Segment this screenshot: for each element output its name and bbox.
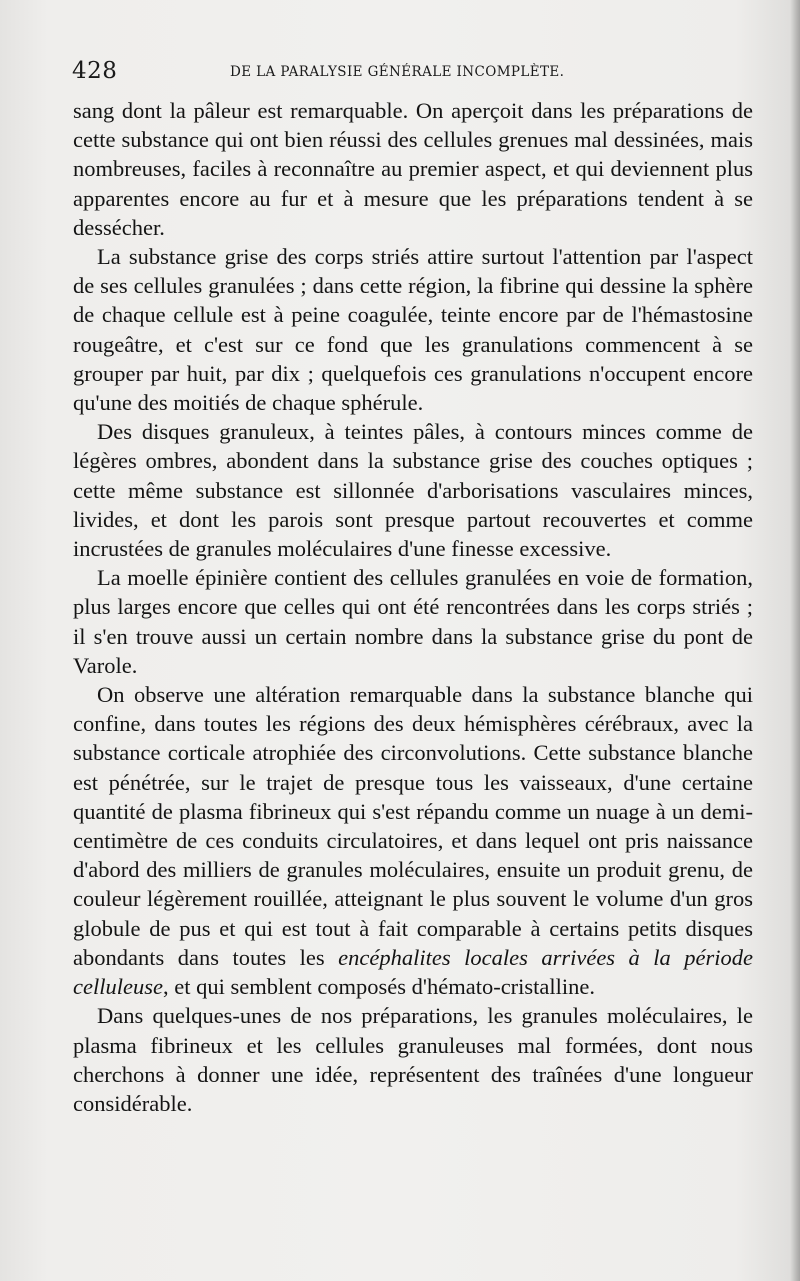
paragraph-6: Dans quelques-unes de nos préparations, les granules moléculaires, le plasma fibrineux et les cellules granuleuses mal formées, dont nous cherchons à donner une idée, représentent des traînées d'une longueur considérable. <box>73 1003 753 1116</box>
body-text <box>73 96 753 1118</box>
paragraph-5 <box>73 680 753 1001</box>
paragraph-5-text-before: On observe une altération remarquable dans la substance blanche qui confine, dans toutes les régions des deux hémisphères cérébraux, avec la substance corticale atrophiée des circonvolutions. Cette substance blanche est pénétrée, sur le trajet de presque tous les vaisseaux, d'une certaine quantité de plasma fibrineux qui s'est répandu comme un nuage à un demi-centimètre de ces conduits circulatoires, et dans lequel ont pris naissance d'abord des milliers de granules moléculaires, ensuite un produit grenu, de couleur légèrement rouillée, atteignant le plus souvent le volume d'un gros globule de pus et qui est tout à fait comparable à certains petits disques abondants dans toutes les <box>73 682 753 970</box>
paragraph-5-emphasis: encéphalites locales arrivées à la période celluleuse <box>73 944 754 1000</box>
page-header <box>72 58 752 88</box>
paragraph-5-text-after: , et qui semblent composés d'hémato-cristalline. <box>162 974 596 1000</box>
page-number: 428 <box>72 58 118 84</box>
paragraph-3: Des disques granuleux, à teintes pâles, à contours minces comme de légères ombres, abondent dans la substance grise des couches optiques ; cette même substance est sillonnée d'arborisations vasculaires minces, livides, et dont les parois sont presque partout recouvertes et comme incrustées de granules moléculaires d'une finesse excessive. <box>73 419 753 562</box>
page-gutter-shadow <box>790 0 800 1281</box>
paragraph-1: sang dont la pâleur est remarquable. On aperçoit dans les préparations de cette substance qui ont bien réussi des cellules grenues mal dessinées, mais nombreuses, faciles à reconnaître au premier aspect, et qui deviennent plus apparentes encore au fur et à mesure que les préparations tendent à se dessécher. <box>73 98 753 240</box>
running-head: DE LA PARALYSIE GÉNÉRALE INCOMPLÈTE. <box>230 64 565 80</box>
paragraph-2: La substance grise des corps striés attire surtout l'attention par l'aspect de ses cellules granulées ; dans cette région, la fibrine qui dessine la sphère de chaque cellule est à peine coagulée, teinte encore par de l'hémastosine rougeâtre, et c'est sur ce fond que les granulations commencent à se grouper par huit, par dix ; quelquefois ces granulations n'occupent encore qu'une des moitiés de chaque sphérule. <box>73 244 753 416</box>
paragraph-4: La moelle épinière contient des cellules granulées en voie de formation, plus larges encore que celles qui ont été rencontrées dans les corps striés ; il s'en trouve aussi un certain nombre dans la substance grise du pont de Varole. <box>73 565 753 678</box>
